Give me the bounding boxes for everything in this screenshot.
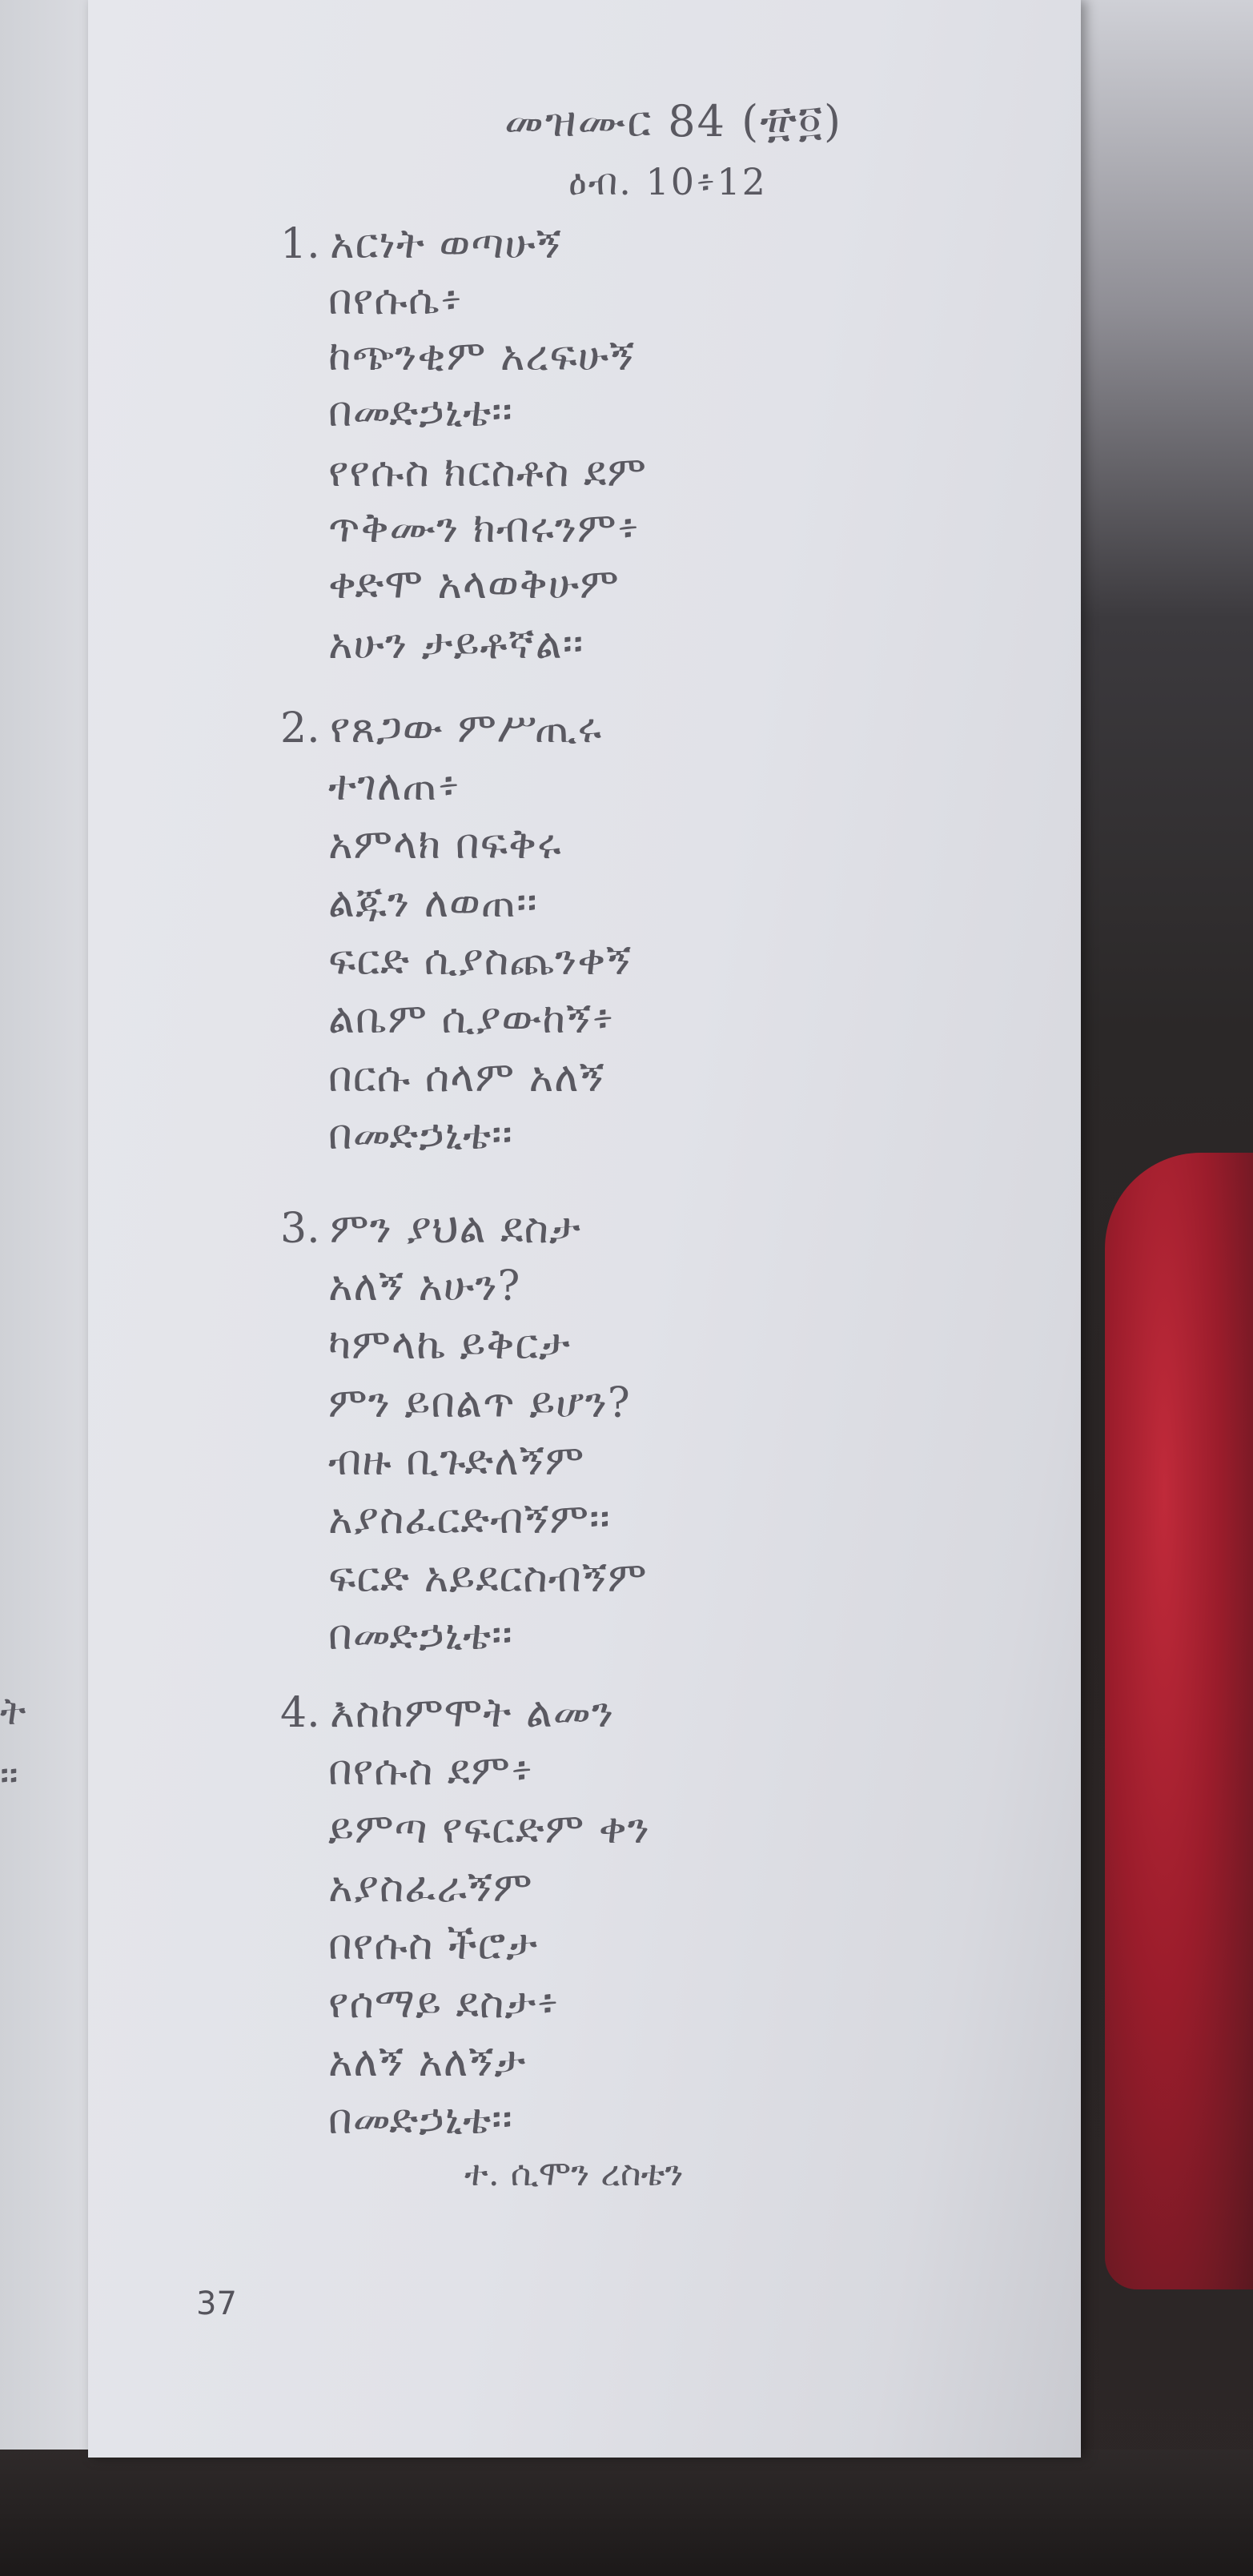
stanza-line: ልጁን ለወጠ፡፡ [328, 879, 538, 927]
stanza-line: በርሱ ሰላም አለኝ [328, 1053, 605, 1101]
stanza-number: 4. [280, 1689, 320, 1737]
stanza-line: ፍርድ ሲያስጨንቀኝ [328, 937, 633, 985]
stanza-line: ካምላኬ ይቅርታ [328, 1321, 572, 1369]
stanza-line: ፍርድ አይደርስብኝም [328, 1554, 648, 1602]
stanza-line: ተገለጠ፥ [328, 762, 460, 810]
stanza-line: አርነት ወጣሁኝ [330, 220, 562, 268]
hymn-author: ተ. ሲሞን ረስቴን [464, 2153, 684, 2194]
background-bottom [0, 2450, 1253, 2576]
stanza-line: ምን ይበልጥ ይሆን? [328, 1379, 631, 1427]
stanza-line: ቀድሞ አላወቅሁም [328, 560, 620, 608]
stanza-line: አለኝ አለኝታ [328, 2038, 527, 2086]
stanza-line: እስከምሞት ልመን [330, 1689, 615, 1737]
stanza-line: ምን ያህል ደስታ [330, 1205, 581, 1253]
stanza-line: የየሱስ ክርስቶስ ደም [328, 448, 647, 496]
margin-fragment: ፡፡ [0, 1753, 18, 1798]
scripture-reference: ዕብ. 10፥12 [568, 160, 767, 203]
stanza-line: ከጭንቂም አረፍሁኝ [328, 332, 636, 380]
stanza-line: በየሱሴ፥ [328, 276, 463, 324]
background-red-object [1105, 1153, 1253, 2289]
margin-fragment: ት [0, 1689, 26, 1734]
stanza-line: ብዙ ቢጉድለኝም [328, 1437, 585, 1485]
stanza-number: 3. [280, 1205, 320, 1253]
stanza-line: አያስፈርድብኝም፡፡ [328, 1495, 611, 1543]
stanza-line: አሁን ታይቶኛል፡፡ [328, 620, 584, 668]
stanza-line: የጸጋው ምሥጢሩ [330, 704, 603, 752]
stanza-line: በመድኃኒቴ፡፡ [328, 2096, 513, 2144]
stanza-line: አምላክ በፍቅሩ [328, 821, 562, 869]
stanza-number: 2. [280, 704, 320, 752]
stanza-line: በየሱስ ደም፥ [328, 1747, 534, 1795]
stanza-line: በመድኃኒቴ፡፡ [328, 1111, 513, 1159]
stanza-line: አለኝ አሁን? [328, 1262, 521, 1310]
stanza-line: አያስፈራኝም [328, 1864, 533, 1912]
stanza-line: በመድኃኒቴ፡፡ [328, 1611, 513, 1659]
stanza-number: 1. [280, 220, 320, 268]
stanza-line: ልቤም ሲያውከኝ፥ [328, 995, 615, 1043]
stanza-line: ጥቅሙን ክብሩንም፥ [328, 504, 640, 552]
stanza-line: የሰማይ ደስታ፥ [328, 1980, 560, 2028]
page-number: 37 [196, 2285, 237, 2322]
stanza-line: ይምጣ የፍርድም ቀን [328, 1805, 650, 1853]
stanza-line: በየሱስ ችሮታ [328, 1921, 539, 1969]
hymn-title: መዝሙር 84 (፹፬) [504, 96, 843, 146]
hymn-page [88, 0, 1081, 2458]
stanza-line: በመድኃኒቴ፡፡ [328, 388, 513, 436]
